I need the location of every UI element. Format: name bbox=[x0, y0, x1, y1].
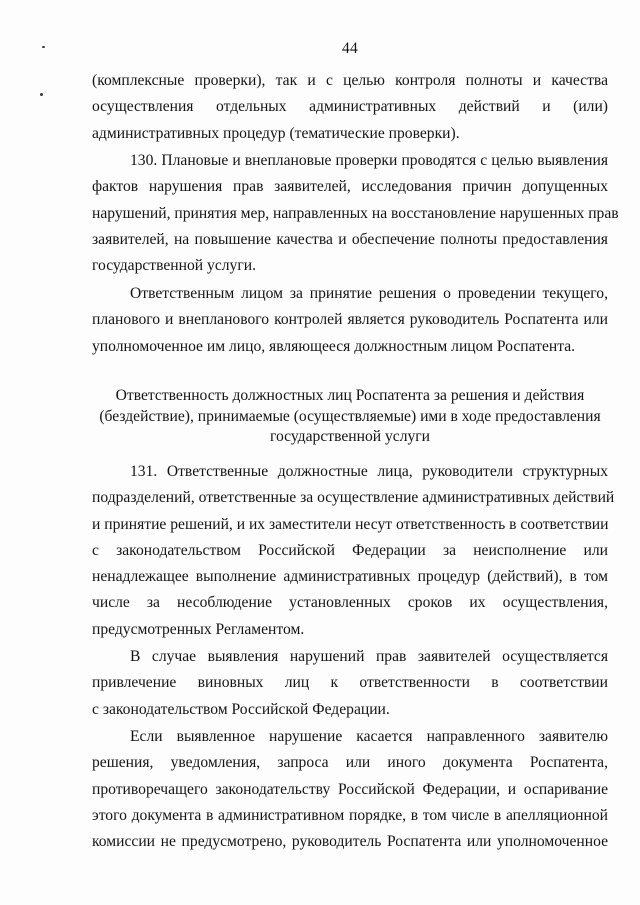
paragraph-responsible-person bbox=[92, 281, 608, 360]
text-line: с законодательством Российской Федерации за неисполнение или bbox=[92, 541, 608, 559]
text-line: нарушений, принятия мер, направленных на восстановление нарушенных прав bbox=[92, 204, 619, 222]
text-line: В случае выявления нарушений прав заявителей осуществляется bbox=[130, 648, 608, 665]
text-line: Если выявленное нарушение касается направленного заявителю bbox=[130, 728, 608, 745]
text-line: Ответственным лицом за принятие решения о проведении текущего, bbox=[130, 285, 608, 302]
paragraph-intro bbox=[92, 68, 608, 147]
text-line: государственной услуги. bbox=[92, 257, 256, 275]
text-line: (комплексные проверки), так и с целью контроля полноты и качества bbox=[92, 72, 608, 89]
text-line: уполномоченное им лицо, являющееся должностным лицом Роспатента. bbox=[92, 337, 576, 355]
text-line: и принятие решений, и их заместители несут ответственность в соответствии bbox=[92, 515, 609, 533]
text-line: комиссии не предусмотрено, руководитель Роспатента или уполномоченное bbox=[92, 833, 608, 851]
scan-speck-bottom bbox=[40, 93, 43, 96]
text-line: привлечение виновных лиц к ответственности в соответствии bbox=[92, 674, 608, 692]
heading-line: государственной услуги bbox=[269, 428, 431, 445]
heading-line: Ответственность должностных лиц Роспатента за решения и действия bbox=[115, 387, 585, 404]
page-number: 44 bbox=[341, 40, 359, 57]
section-heading bbox=[92, 386, 608, 448]
text-line: противоречащего законодательству Российской Федерации, и оспаривание bbox=[92, 780, 608, 798]
paragraph-violation bbox=[92, 644, 608, 723]
text-line: числе за несоблюдение установленных сроков их осуществления, bbox=[92, 594, 608, 612]
text-line: заявителей, на повышение качества и обеспечение полноты предоставления bbox=[92, 230, 608, 248]
paragraph-130 bbox=[92, 148, 619, 279]
text-line: предусмотренных Регламентом. bbox=[92, 620, 305, 638]
text-line: административных процедур (тематические проверки). bbox=[92, 124, 460, 142]
text-line: этого документа в административном порядке, в том числе в апелляционной bbox=[92, 806, 608, 824]
text-line: 130. Плановые и внеплановые проверки проводятся с целью выявления bbox=[130, 152, 608, 169]
text-line: осуществления отдельных административных действий и (или) bbox=[92, 98, 608, 116]
text-line: с законодательством Российской Федерации. bbox=[92, 700, 390, 718]
text-line: 131. Ответственные должностные лица, руководители структурных bbox=[130, 463, 608, 480]
text-line: ненадлежащее выполнение административных процедур (действий), в том bbox=[92, 568, 608, 586]
text-line: решения, уведомления, запроса или иного документа Роспатента, bbox=[92, 754, 608, 772]
text-line: фактов нарушения прав заявителей, исследования причин допущенных bbox=[92, 178, 608, 196]
heading-line: (бездействие), принимаемые (осуществляемые) ими в ходе предоставления bbox=[99, 407, 601, 425]
text-line: планового и внепланового контролей является руководитель Роспатента или bbox=[92, 311, 608, 329]
text-line: подразделений, ответственные за осуществление административных действий bbox=[92, 489, 615, 507]
paragraph-131 bbox=[92, 459, 615, 643]
paragraph-decision bbox=[92, 724, 608, 855]
